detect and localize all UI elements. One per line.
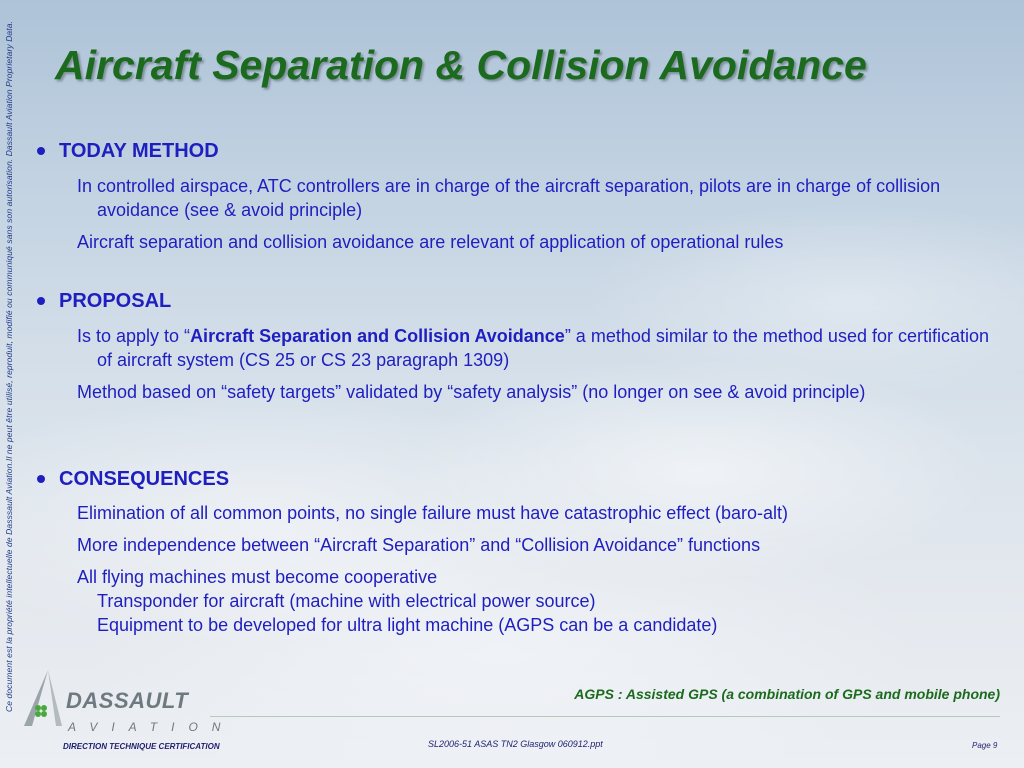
paragraph xyxy=(77,324,1007,372)
agps-footnote: AGPS : Assisted GPS (a combination of GPS and mobile phone) xyxy=(574,686,1000,702)
paragraph: All flying machines must become cooperative xyxy=(77,567,438,587)
bullet-icon xyxy=(37,147,45,155)
section-heading xyxy=(33,138,993,164)
logo-wordmark: DASSAULT xyxy=(66,688,189,713)
text-run: ” a method similar to the method used for certification of aircraft system (CS 25 or CS 23 paragraph 1309) xyxy=(97,326,990,370)
page-number-value: 9 xyxy=(992,741,998,750)
section-consequences xyxy=(33,466,993,637)
paragraph: In controlled airspace, ATC controllers are in charge of the aircraft separation, pilots are in charge of collision avoidance (see & avoid principle) xyxy=(77,176,941,220)
emphasized-text: Aircraft Separation and Collision Avoidance xyxy=(190,326,565,346)
dassault-logo-icon xyxy=(18,668,64,732)
sub-item: Equipment to be developed for ultra light machine (AGPS can be a candidate) xyxy=(97,615,718,635)
logo-subtitle: AVIATION xyxy=(68,720,235,734)
paragraph: Method based on “safety targets” validated by “safety analysis” (no longer on see & avoid principle) xyxy=(77,382,866,402)
paragraph: Elimination of all common points, no single failure must have catastrophic effect (baro-alt) xyxy=(77,503,789,523)
footer-filename: SL2006-51 ASAS TN2 Glasgow 060912.ppt xyxy=(428,739,603,749)
section-today-method xyxy=(33,138,993,254)
slide-title: Aircraft Separation & Collision Avoidance xyxy=(55,42,867,88)
section-heading xyxy=(33,466,993,492)
footer-department: DIRECTION TECHNIQUE CERTIFICATION xyxy=(63,742,220,751)
heading-text: TODAY METHOD xyxy=(59,139,219,162)
page-label: Page xyxy=(972,741,991,750)
sub-item: Transponder for aircraft (machine with electrical power source) xyxy=(97,591,596,611)
heading-text: PROPOSAL xyxy=(59,289,172,312)
paragraph: More independence between “Aircraft Separation” and “Collision Avoidance” functions xyxy=(77,535,761,555)
section-heading xyxy=(33,288,993,314)
page-number xyxy=(972,741,997,750)
footer-divider xyxy=(210,716,1000,717)
section-proposal xyxy=(33,288,993,404)
proprietary-notice: Ce document est la propriété intellectuelle de Dasssault Aviation.Il ne peut être utilisé, reproduit, modifié ou communiqué sans son autorisation. Dassault Aviation Proprietary Data. xyxy=(4,20,14,712)
bullet-icon xyxy=(37,297,45,305)
heading-text: CONSEQUENCES xyxy=(59,467,230,490)
bullet-icon xyxy=(37,475,45,483)
text-run: Is to apply to “ xyxy=(77,326,191,346)
paragraph: Aircraft separation and collision avoidance are relevant of application of operational rules xyxy=(77,232,784,252)
